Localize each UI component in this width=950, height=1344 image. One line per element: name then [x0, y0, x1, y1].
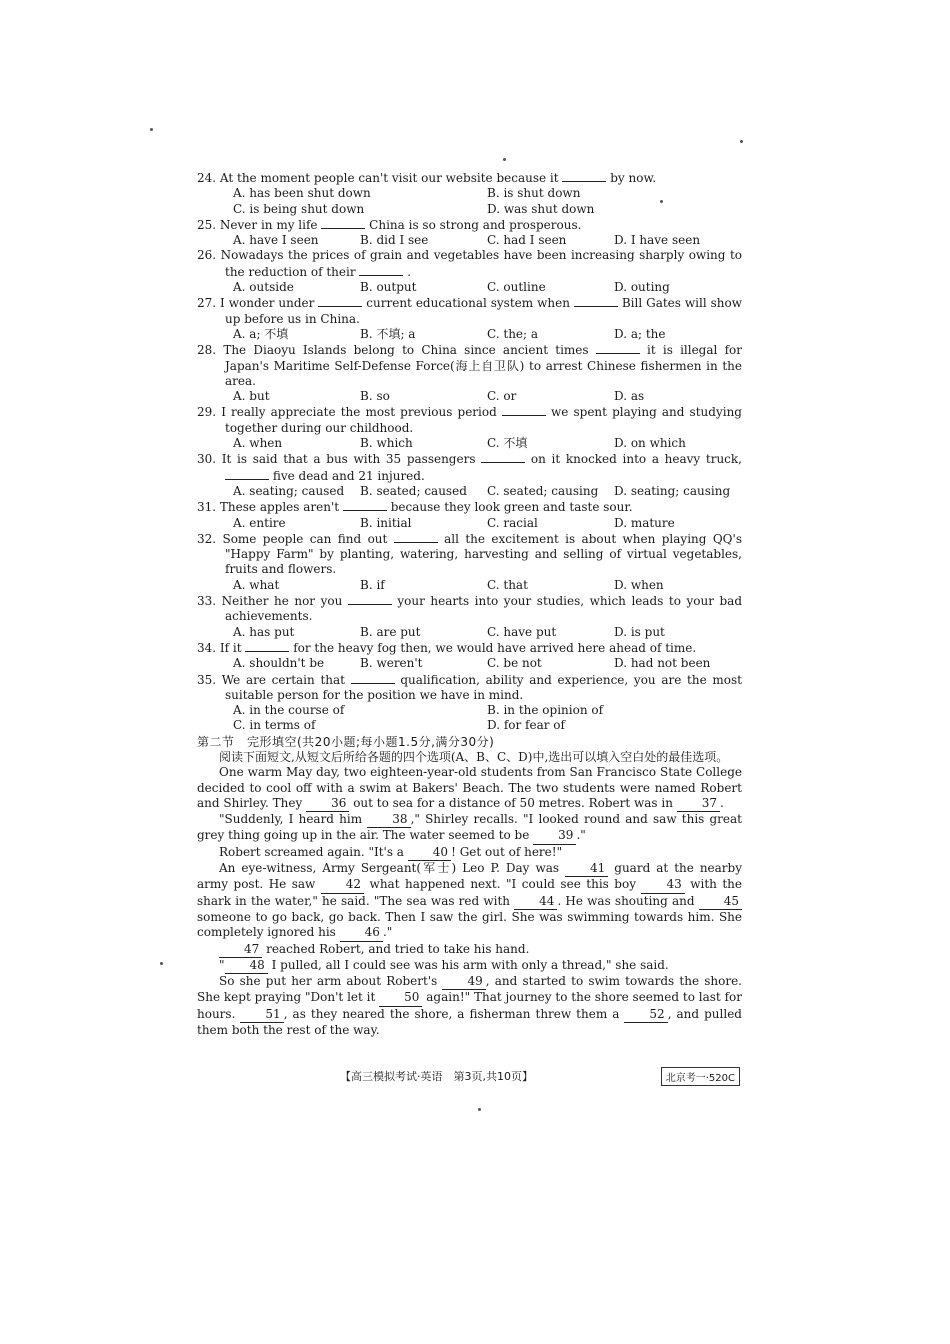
question-text: At the moment people can't visit our website because it: [219, 171, 559, 185]
passage-text: So she put her arm about Robert's: [219, 974, 443, 989]
question-stem: [197, 640, 742, 656]
answer-option: D. seating; causing: [614, 483, 731, 498]
cloze-gap: 50: [379, 990, 422, 1006]
answer-option: D. mature: [614, 515, 675, 530]
question-number: 34.: [197, 640, 220, 655]
question-text: We are certain that: [221, 672, 345, 687]
answer-option: A. entire: [233, 515, 286, 530]
cloze-gap: 48: [225, 958, 268, 974]
answer-option: C. 不填: [487, 436, 528, 451]
answer-blank: [318, 295, 362, 307]
passage-text: what happened next. "I could see this boy: [364, 877, 642, 892]
passage-paragraph: [197, 845, 742, 861]
answer-option: D. on which: [614, 436, 686, 451]
answer-blank: [343, 499, 387, 511]
answer-blank: [348, 593, 392, 605]
answer-option: D. as: [614, 389, 645, 404]
question-text: your hearts into your studies, which leads to your bad achievements.: [225, 594, 743, 624]
answer-option: B. are put: [360, 624, 421, 639]
question-number: 33.: [197, 594, 222, 609]
section-instruction: 阅读下面短文,从短文后所给各题的四个选项(A、B、C、D)中,选出可以填入空白处的最佳选项。: [219, 749, 729, 764]
answer-option: B. 不填; a: [360, 326, 416, 341]
answer-option: A. seating; caused: [233, 483, 345, 498]
cloze-gap: 37: [677, 796, 720, 812]
answer-option: B. so: [360, 389, 390, 404]
question-text: Some people can find out: [222, 531, 388, 546]
answer-blank: [502, 404, 546, 416]
question-text: Never in my life: [219, 217, 318, 232]
question-text: The Diaoyu Islands belong to China since ancient times: [223, 343, 589, 358]
section-title: 第二节 完形填空(共20小题;每小题1.5分,满分30分): [197, 734, 495, 749]
question-text: .: [407, 264, 412, 279]
question-item: [197, 531, 742, 593]
answer-option: A. but: [233, 389, 270, 404]
answer-blank: [351, 672, 395, 684]
question-number: 28.: [197, 343, 224, 358]
question-stem: [197, 531, 742, 578]
answer-option: B. did I see: [360, 233, 429, 248]
passage-text: "Suddenly, I heard him: [219, 812, 368, 827]
question-number: 35.: [197, 672, 222, 687]
question-number: 24.: [197, 171, 220, 185]
answer-option: D. for fear of: [487, 718, 565, 733]
question-text: China is so strong and prosperous.: [369, 217, 582, 232]
option-row: [197, 233, 742, 248]
question-stem: [197, 295, 742, 327]
passage-text: , and pulled them both the rest of the way.: [197, 1006, 742, 1038]
passage-text: ": [219, 957, 225, 972]
question-number: 32.: [197, 531, 223, 546]
page-footer-label: 【高三模拟考试·英语 第3页,共10页】: [340, 1070, 533, 1083]
question-item: [197, 170, 742, 217]
answer-option: B. weren't: [360, 656, 423, 671]
question-stem: [197, 451, 742, 484]
cloze-gap: 47: [219, 942, 262, 958]
passage-text: .": [382, 925, 393, 940]
option-row: [197, 703, 742, 718]
scan-speck: [740, 140, 743, 143]
answer-option: A. when: [233, 436, 283, 451]
answer-option: D. is put: [614, 624, 665, 639]
question-number: 27.: [197, 296, 221, 311]
question-text: If it: [219, 640, 242, 655]
question-text: on it knocked into a heavy truck,: [530, 452, 742, 467]
question-text: qualification, ability and experience, you are the most suitable person for the position we have in mind.: [225, 672, 742, 702]
answer-blank: [596, 342, 640, 354]
scan-speck: [503, 158, 506, 161]
answer-option: B. output: [360, 280, 417, 295]
option-row: [197, 484, 742, 499]
answer-option: C. be not: [487, 656, 542, 671]
answer-option: B. is shut down: [487, 186, 581, 201]
cloze-gap: 42: [321, 877, 364, 893]
answer-option: A. shouldn't be: [233, 656, 325, 671]
passage-paragraph: [197, 861, 742, 941]
question-text: because they look green and taste sour.: [390, 500, 633, 515]
passage-text: , and started to swim towards the shore. She kept praying "Don't let it: [197, 974, 742, 1005]
cloze-gap: 41: [565, 861, 608, 877]
question-text: I wonder under: [220, 296, 315, 311]
passage-text: , as they neared the shore, a fisherman threw them a: [283, 1006, 625, 1021]
answer-option: C. or: [487, 389, 517, 404]
answer-option: B. if: [360, 577, 385, 592]
answer-option: B. seated; caused: [360, 483, 467, 498]
question-number: 26.: [197, 248, 221, 263]
question-text: I really appreciate the most previous period: [221, 405, 497, 420]
question-item: [197, 248, 742, 295]
question-stem: [197, 499, 742, 515]
question-item: [197, 593, 742, 640]
cloze-gap: 52: [624, 1007, 667, 1023]
passage-paragraph: [197, 812, 742, 845]
answer-option: D. I have seen: [614, 233, 701, 248]
cloze-passage: [197, 765, 742, 1038]
question-item: [197, 672, 742, 734]
question-text: Neither he nor you: [221, 594, 343, 609]
cloze-gap: 38: [367, 812, 410, 828]
answer-option: D. a; the: [614, 326, 666, 341]
question-text: all the excitement is about when playing QQ's "Happy Farm" by planting, watering, harvesting and selling of virtual vegetables, fruits and flowers.: [225, 531, 742, 577]
option-row: [197, 516, 742, 531]
answer-option: C. had I seen: [487, 233, 567, 248]
cloze-gap: 46: [340, 925, 383, 941]
exam-code-badge: 北京考一·520C: [661, 1067, 740, 1086]
question-item: [197, 342, 742, 404]
answer-option: C. in terms of: [233, 718, 316, 733]
question-stem: [197, 593, 742, 625]
passage-paragraph: [197, 942, 742, 958]
question-stem: [197, 170, 742, 186]
cloze-gap: 49: [442, 974, 485, 990]
question-text: These apples aren't: [219, 500, 340, 515]
answer-option: C. have put: [487, 624, 557, 639]
passage-text: ! Get out of here!": [451, 844, 563, 859]
question-number: 25.: [197, 217, 220, 232]
answer-option: B. in the opinion of: [487, 703, 604, 718]
question-stem: [197, 672, 742, 704]
answer-option: C. seated; causing: [487, 483, 599, 498]
passage-text: out to sea for a distance of 50 metres. Robert was in: [349, 795, 677, 810]
answer-option: C. outline: [487, 280, 546, 295]
question-number: 29.: [197, 405, 222, 420]
answer-blank: [481, 451, 525, 463]
question-stem: [197, 217, 742, 233]
question-number: 31.: [197, 500, 220, 515]
passage-text: with the shark in the water," he said. "The sea was red with: [197, 877, 742, 908]
answer-option: D. outing: [614, 280, 670, 295]
answer-option: C. that: [487, 577, 528, 592]
cloze-gap: 43: [641, 877, 684, 893]
question-stem: [197, 404, 742, 436]
answer-option: B. which: [360, 436, 413, 451]
answer-blank: [574, 295, 618, 307]
passage-text: I pulled, all I could see was his arm with only a thread," she said.: [267, 957, 669, 972]
question-text: it is illegal for Japan's Maritime Self-Defense Force(海上自卫队) to arrest Chinese fishermen in the area.: [225, 343, 742, 388]
scan-speck: [160, 962, 163, 965]
passage-text: guard at the nearby army post. He saw: [197, 861, 743, 892]
answer-option: C. the; a: [487, 326, 539, 341]
question-stem: [197, 248, 742, 280]
passage-text: One warm May day, two eighteen-year-old students from San Francisco State College decided to cool off with a swim at Bakers' Beach. The two students were named Robert and Shirley. They: [197, 765, 742, 810]
option-row: [197, 578, 742, 593]
cloze-gap: 51: [240, 1007, 283, 1023]
answer-option: A. has put: [233, 624, 295, 639]
cloze-gap: 44: [514, 894, 557, 910]
question-item: [197, 217, 742, 249]
option-row: [197, 186, 742, 201]
question-text: by now.: [610, 171, 657, 185]
question-number: 30.: [197, 452, 222, 467]
answer-blank: [321, 217, 365, 229]
cloze-gap: 36: [306, 796, 349, 812]
answer-option: C. racial: [487, 515, 538, 530]
option-row: [197, 625, 742, 640]
passage-text: reached Robert, and tried to take his hand.: [262, 941, 530, 956]
option-row: [197, 656, 742, 671]
answer-option: C. is being shut down: [233, 201, 365, 216]
answer-option: D. had not been: [614, 656, 711, 671]
question-stem: [197, 342, 742, 389]
answer-option: A. what: [233, 577, 280, 592]
passage-text: Robert screamed again. "It's a: [219, 844, 408, 859]
question-item: [197, 640, 742, 672]
passage-text: again!" That journey to the shore seemed to last for hours.: [197, 990, 742, 1021]
answer-option: A. in the course of: [233, 703, 345, 718]
question-item: [197, 404, 742, 451]
question-text: for the heavy fog then, we would have arrived here ahead of time.: [293, 640, 697, 655]
question-item: [197, 295, 742, 342]
question-item: [197, 499, 742, 531]
answer-blank: [359, 264, 403, 276]
multiple-choice-section: [197, 170, 742, 734]
option-row: [197, 202, 742, 217]
passage-text: ," Shirley recalls. "I looked round and saw this great grey thing going up in the air. The water seemed to be: [197, 812, 742, 843]
answer-option: D. when: [614, 577, 664, 592]
passage-text: .: [720, 795, 724, 810]
question-text: Bill Gates will show up before us in China.: [225, 296, 742, 326]
question-text: five dead and 21 injured.: [272, 468, 425, 483]
question-text: current educational system when: [366, 296, 570, 311]
option-row: [197, 436, 742, 451]
cloze-gap: 45: [699, 894, 742, 910]
passage-text: someone to go back, go back. Then I saw the girl. She was swimming towards him. She completely ignored his: [197, 909, 742, 940]
question-text: It is said that a bus with 35 passengers: [221, 452, 476, 467]
option-row: [197, 718, 742, 733]
scan-speck: [150, 128, 153, 131]
answer-blank: [245, 640, 289, 652]
answer-option: A. have I seen: [233, 233, 319, 248]
answer-blank: [225, 468, 269, 480]
passage-paragraph: [197, 765, 742, 812]
passage-text: .": [576, 828, 586, 843]
answer-blank: [394, 531, 438, 543]
question-text: Nowadays the prices of grain and vegetables have been increasing sharply owing to the reduction of their: [220, 248, 742, 279]
cloze-gap: 40: [408, 845, 451, 861]
exam-page: [197, 170, 742, 1038]
scan-speck: [478, 1108, 481, 1111]
answer-option: A. a; 不填: [233, 326, 289, 341]
question-item: [197, 451, 742, 499]
passage-text: . He was shouting and: [557, 893, 699, 908]
question-text: we spent playing and studying together during our childhood.: [225, 405, 742, 435]
answer-blank: [562, 170, 606, 182]
option-row: [197, 327, 742, 342]
answer-option: D. was shut down: [487, 201, 595, 216]
passage-paragraph: [197, 974, 742, 1038]
cloze-gap: 39: [533, 828, 576, 844]
answer-option: A. has been shut down: [233, 186, 371, 201]
answer-option: B. initial: [360, 515, 412, 530]
option-row: [197, 389, 742, 404]
answer-option: A. outside: [233, 280, 294, 295]
passage-text: An eye-witness, Army Sergeant(军士) Leo P. Day was: [219, 861, 566, 876]
passage-paragraph: [197, 958, 742, 974]
option-row: [197, 280, 742, 295]
page-footer: [340, 1066, 740, 1086]
